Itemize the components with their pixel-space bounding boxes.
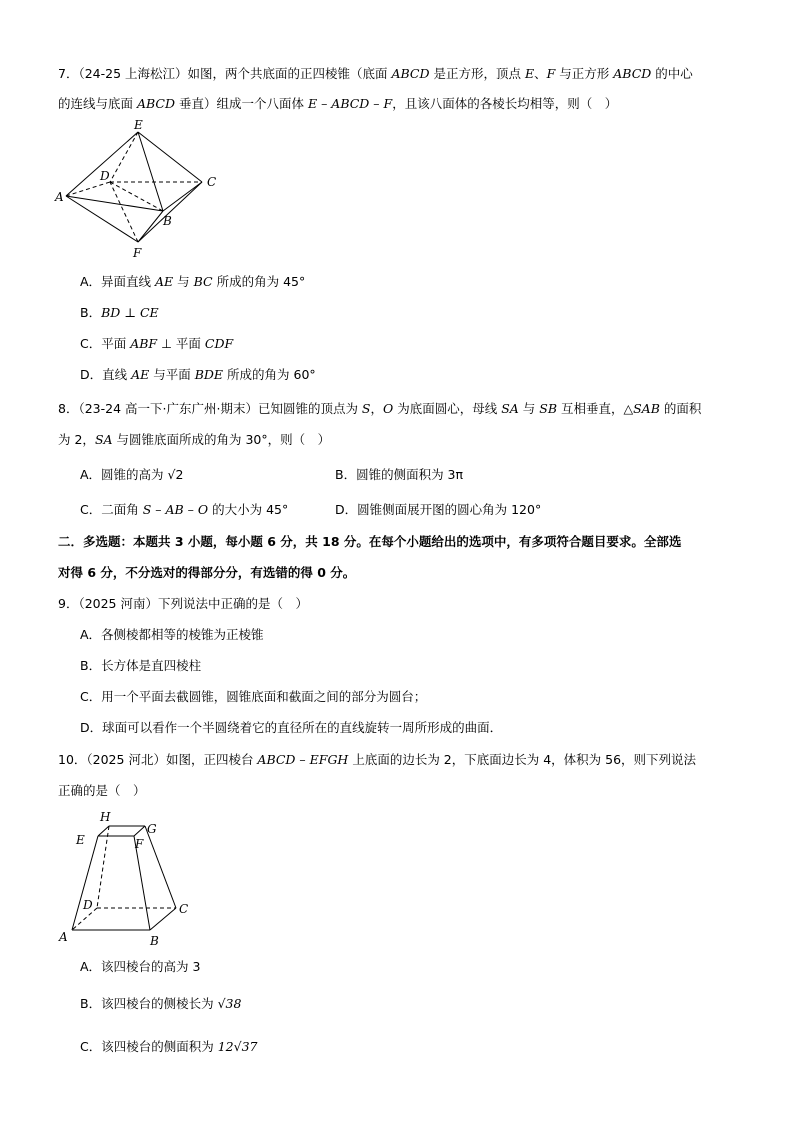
section-2-heading-line1: 二．多选题：本题共 3 小题，每小题 6 分，共 18 分。在每个小题给出的选项中，有多项符合题目要求。全部选	[58, 534, 682, 549]
label-E: E	[76, 833, 85, 847]
label-E: E	[134, 118, 143, 132]
octahedron-figure	[50, 118, 230, 263]
q8-option-d[interactable]: D．圆锥侧面展开图的圆心角为 120°	[335, 502, 542, 517]
q7-option-b[interactable]: B．BD ⊥ CE	[80, 305, 159, 320]
q7-option-c[interactable]: C．平面 ABF ⊥ 平面 CDF	[80, 336, 234, 351]
q10-stem-line1: 10．（2025 河北）如图，正四棱台 ABCD – EFGH 上底面的边长为 2，下底面边长为 4，体积为 56，则下列说法	[58, 752, 697, 767]
label-F: F	[135, 837, 144, 851]
label-A: A	[59, 930, 68, 944]
q10-option-a[interactable]: A．该四棱台的高为 3	[80, 959, 201, 974]
label-A: A	[55, 190, 64, 204]
section-2-heading-line2: 对得 6 分，不分选对的得部分分，有选错的得 0 分。	[58, 565, 356, 580]
label-G: G	[147, 822, 157, 836]
label-F: F	[133, 246, 142, 260]
q9-option-d[interactable]: D．球面可以看作一个半圆绕着它的直径所在的直线旋转一周所形成的曲面．	[80, 720, 503, 735]
q8-option-a[interactable]: A．圆锥的高为 √2	[80, 467, 184, 482]
label-H: H	[100, 810, 111, 824]
q8-stem-line1: 8．（23-24 高一下·广东广州·期末）已知圆锥的顶点为 S，O 为底面圆心，母线 SA 与 SB 互相垂直，△SAB 的面积	[58, 401, 702, 416]
q9-stem: 9．（2025 河南）下列说法中正确的是（ ）	[58, 596, 308, 611]
q8-stem-line2: 为 2，SA 与圆锥底面所成的角为 30°，则（ ）	[58, 432, 331, 447]
label-D: D	[83, 898, 93, 912]
q7-stem-line2: 的连线与底面 ABCD 垂直）组成一个八面体 E – ABCD – F，且该八面体的各棱长均相等，则（ ）	[58, 96, 618, 111]
label-C: C	[179, 902, 189, 916]
q10-stem-line2: 正确的是（ ）	[58, 783, 146, 798]
q7-stem-line1: 7．（24-25 上海松江）如图，两个共底面的正四棱锥（底面 ABCD 是正方形，顶点 E、F 与正方形 ABCD 的中心	[58, 66, 693, 81]
q8-option-c[interactable]: C．二面角 S – AB – O 的大小为 45°	[80, 502, 289, 517]
frustum-figure	[50, 808, 200, 950]
label-B: B	[163, 214, 172, 228]
q10-option-c[interactable]: C．该四棱台的侧面积为 12√37	[80, 1039, 258, 1054]
q9-option-a[interactable]: A．各侧棱都相等的棱锥为正棱锥	[80, 627, 264, 642]
label-D: D	[100, 169, 110, 183]
q9-option-c[interactable]: C．用一个平面去截圆锥，圆锥底面和截面之间的部分为圆台；	[80, 689, 427, 704]
q9-option-b[interactable]: B．长方体是直四棱柱	[80, 658, 202, 673]
q7-option-d[interactable]: D．直线 AE 与平面 BDE 所成的角为 60°	[80, 367, 316, 382]
q10-option-b[interactable]: B．该四棱台的侧棱长为 √38	[80, 996, 242, 1011]
q8-option-b[interactable]: B．圆锥的侧面积为 3π	[335, 467, 464, 482]
label-C: C	[207, 175, 217, 189]
q7-option-a[interactable]: A．异面直线 AE 与 BC 所成的角为 45°	[80, 274, 306, 289]
label-B: B	[150, 934, 159, 948]
